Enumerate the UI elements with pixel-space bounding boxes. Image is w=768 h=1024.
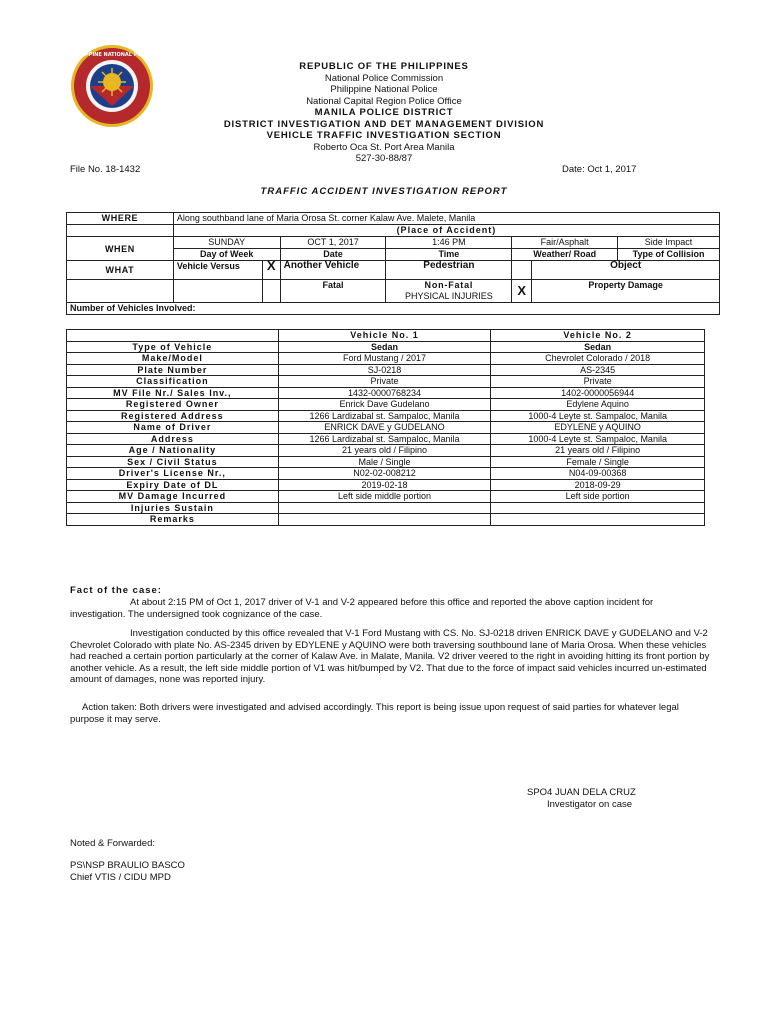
noted-role: Chief VTIS / CIDU MPD (70, 871, 171, 883)
header-cell-vehicle-2: Vehicle No. 2 (491, 330, 705, 342)
letterhead (0, 61, 768, 165)
vehicle-table-row (67, 433, 705, 445)
vehicle-table-row (67, 353, 705, 365)
weather-caption: Weather/ Road (512, 249, 618, 261)
vehicle-1-value: Left side middle portion (278, 491, 491, 503)
time-value: 1:46 PM (386, 237, 512, 249)
vehicle-2-value: N04-09-00368 (491, 468, 705, 480)
header-cell-vehicle-1: Vehicle No. 1 (278, 330, 491, 342)
vehicle-table-row (67, 387, 705, 399)
vehicle-table-row (67, 364, 705, 376)
header-cell (67, 330, 279, 342)
pedestrian-label: Pedestrian (386, 261, 512, 280)
investigator-block (527, 787, 636, 810)
collision-caption: Type of Collision (618, 249, 720, 261)
vehicle-2-value: Left side portion (491, 491, 705, 503)
vehicle-1-value: 21 years old / Filipino (278, 445, 491, 457)
svg-text:PHILIPPINE NATIONAL POLICE: PHILIPPINE NATIONAL POLICE (70, 52, 154, 58)
header-phone: 527-30-88/87 (355, 153, 413, 164)
facts-paragraph-3: Action taken: Both drivers were investigated and advised accordingly. This report is being issue upon request of said parties for whatever legal purpose it may serve. (70, 702, 679, 725)
vehicle-table-header (67, 330, 705, 342)
non-fatal-cell (386, 280, 512, 303)
vehicle-field-label: Registered Owner (67, 399, 279, 411)
vehicle-2-value: 1000-4 Leyte st. Sampaloc, Manila (491, 433, 705, 445)
vehicles-involved-label: Number of Vehicles Involved: (67, 303, 720, 315)
where-value: Along southband lane of Maria Orosa St. corner Kalaw Ave. Malete, Manila (173, 213, 719, 225)
vehicle-2-value: 21 years old / Filipino (491, 445, 705, 457)
place-caption: (Place of Accident) (173, 225, 719, 237)
vehicle-2-value (491, 514, 705, 526)
facts-paragraph-2: Investigation conducted by this office revealed that V-1 Ford Mustang with CS. No. SJ-0218 driven ENRICK DAVE y GUDELANO and V-2 Chevrolet Colorado with plate No. AS-2345 driven by EDYLENE y AQUINO were both traversing southbound lane of Maria Orosa. When these vehicles had reached a certain portion particularly at the corner of Kalaw Ave. in Malate, Manila. V2 driver veered to the right in avoiding hitting its front portion by another vehicle. As a result, the left side middle portion of V1 was hit/bumped by V2. That due to the force of impact said vehicles incurred un-estimated amount of damages, none was reported injury. (70, 628, 710, 685)
vehicle-field-label: Driver's License Nr., (67, 468, 279, 480)
fatal-label: Fatal (280, 280, 386, 303)
vehicle-1-value: 1432-0000768234 (278, 387, 491, 399)
vehicle-2-value: 1000-4 Leyte st. Sampaloc, Manila (491, 410, 705, 422)
header-pnp: Philippine National Police (330, 84, 438, 95)
vehicle-field-label: Sex / Civil Status (67, 456, 279, 468)
file-number: File No. 18-1432 (70, 164, 141, 175)
vehicle-versus-label: Vehicle Versus (173, 261, 262, 280)
vehicle-field-label: Age / Nationality (67, 445, 279, 457)
vehicle-1-value: 2019-02-18 (278, 479, 491, 491)
date-value: OCT 1, 2017 (280, 237, 386, 249)
vehicle-table-row (67, 422, 705, 434)
header-section: VEHICLE TRAFFIC INVESTIGATION SECTION (266, 130, 502, 141)
vehicle-1-value: N02-02-008212 (278, 468, 491, 480)
vehicle-field-label: Address (67, 433, 279, 445)
vehicle-1-value: SJ-0218 (278, 364, 491, 376)
time-caption: Time (386, 249, 512, 261)
date-caption: Date (280, 249, 386, 261)
vehicle-table-row (67, 502, 705, 514)
header-mpd: MANILA POLICE DISTRICT (314, 107, 454, 118)
vehicle-2-value: Female / Single (491, 456, 705, 468)
collision-value: Side Impact (618, 237, 720, 249)
vehicle-1-value: Sedan (278, 341, 491, 353)
weather-value: Fair/Asphalt (512, 237, 618, 249)
vehicle-table-row (67, 341, 705, 353)
vehicle-2-value: Sedan (491, 341, 705, 353)
vehicle-1-value: 1266 Lardizabal st. Sampaloc, Manila (278, 410, 491, 422)
header-ncrpo: National Capital Region Police Office (306, 95, 462, 107)
vehicle-1-value: ENRICK DAVE y GUDELANO (278, 422, 491, 434)
what-label: WHAT (67, 261, 174, 280)
facts-paragraph-1: At about 2:15 PM of Oct 1, 2017 driver of V-1 and V-2 appeared before this office and reported the above caption incident for investigation. The undersigned took cognizance of the case. (70, 597, 654, 620)
noted-block (70, 860, 185, 883)
property-damage-label: Property Damage (532, 280, 720, 303)
non-fatal-label: Non-Fatal (424, 280, 474, 290)
investigator-name: SPO4 JUAN DELA CRUZ (527, 787, 636, 798)
vehicle-field-label: MV File Nr./ Sales Inv., (67, 387, 279, 399)
vehicle-2-value: AS-2345 (491, 364, 705, 376)
vehicle-field-label: Remarks (67, 514, 279, 526)
noted-label: Noted & Forwarded: (70, 838, 156, 849)
vehicle-table-row (67, 376, 705, 388)
vehicle-field-label: Name of Driver (67, 422, 279, 434)
vehicle-table-row (67, 514, 705, 526)
vehicle-1-value: 1266 Lardizabal st. Sampaloc, Manila (278, 433, 491, 445)
vehicle-field-label: Plate Number (67, 364, 279, 376)
vehicle-field-label: Injuries Sustain (67, 502, 279, 514)
vehicle-field-label: Type of Vehicle (67, 341, 279, 353)
header-division: DISTRICT INVESTIGATION AND DET MANAGEMENT DIVISION (223, 118, 545, 130)
vehicle-table-row (67, 445, 705, 457)
header-republic: REPUBLIC OF THE PHILIPPINES (299, 61, 469, 72)
vehicle-field-label: Registered Address (67, 410, 279, 422)
vehicle-2-value (491, 502, 705, 514)
vehicle-table-row (67, 468, 705, 480)
header-napolcom: National Police Commission (324, 72, 444, 84)
vehicle-field-label: Classification (67, 376, 279, 388)
vehicle-mark: X (262, 261, 280, 280)
vehicle-table-row (67, 456, 705, 468)
vehicle-field-label: Make/Model (67, 353, 279, 365)
vehicle-table-row (67, 479, 705, 491)
vehicle-1-value (278, 502, 491, 514)
another-vehicle-label: Another Vehicle (280, 261, 386, 280)
vehicle-table-row (67, 410, 705, 422)
header-address: Roberto Oca St. Port Area Manila (313, 141, 455, 153)
facts-heading: Fact of the case: (70, 585, 162, 596)
vehicle-1-value (278, 514, 491, 526)
report-title: TRAFFIC ACCIDENT INVESTIGATION REPORT (260, 186, 508, 197)
vehicle-2-value: 2018-09-29 (491, 479, 705, 491)
vehicle-1-value: Enrick Dave Gudelano (278, 399, 491, 411)
noted-name: PS\NSP BRAULIO BASCO (70, 860, 185, 871)
non-fatal-mark: X (512, 280, 532, 303)
vehicle-1-value: Private (278, 376, 491, 388)
vehicle-1-value: Male / Single (278, 456, 491, 468)
vehicle-2-value: Edylene Aquino (491, 399, 705, 411)
vehicle-2-value: Private (491, 376, 705, 388)
day-caption: Day of Week (173, 249, 280, 261)
vehicle-table-row (67, 399, 705, 411)
vehicle-details-table (66, 329, 705, 526)
vehicle-2-value: Chevrolet Colorado / 2018 (491, 353, 705, 365)
accident-details-table (66, 212, 720, 315)
vehicle-2-value: EDYLENE y AQUINO (491, 422, 705, 434)
investigator-role: Investigator on case (547, 798, 633, 810)
object-label: Object (532, 261, 720, 280)
vehicle-table-row (67, 491, 705, 503)
when-label: WHEN (67, 237, 174, 261)
report-date: Date: Oct 1, 2017 (562, 164, 637, 175)
physical-injuries-label: PHYSICAL INJURIES (405, 291, 493, 301)
day-value: SUNDAY (173, 237, 280, 249)
vehicle-field-label: MV Damage Incurred (67, 491, 279, 503)
vehicle-2-value: 1402-0000056944 (491, 387, 705, 399)
vehicle-1-value: Ford Mustang / 2017 (278, 353, 491, 365)
where-label: WHERE (67, 213, 174, 225)
vehicle-field-label: Expiry Date of DL (67, 479, 279, 491)
